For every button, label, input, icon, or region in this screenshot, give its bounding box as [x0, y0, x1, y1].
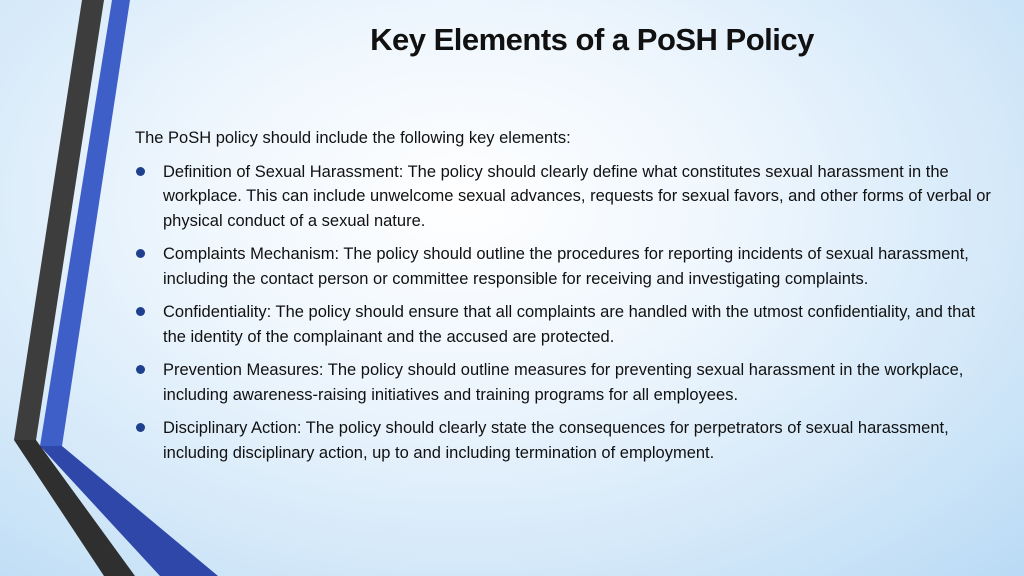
bullet-text: Confidentiality: The policy should ensure that all complaints are handled with the utmost confidentiality, and that the identity of the complainant and the accused are protected. — [163, 303, 976, 346]
bullet-icon — [136, 167, 145, 176]
list-item — [135, 300, 997, 349]
bullet-icon — [136, 423, 145, 432]
bullet-icon — [136, 249, 145, 258]
list-item — [135, 242, 997, 291]
list-item — [135, 160, 997, 234]
slide-content — [135, 126, 997, 474]
bullet-text: Complaints Mechanism: The policy should outline the procedures for reporting incidents of sexual harassment, including the contact person or committee responsible for receiving and investigating complaints. — [163, 245, 969, 288]
bullet-text: Disciplinary Action: The policy should clearly state the consequences for perpetrators of sexual harassment, including disciplinary action, up to and including termination of employment. — [163, 419, 949, 462]
list-item — [135, 358, 997, 407]
bullet-icon — [136, 307, 145, 316]
list-item — [135, 416, 997, 465]
bullet-text: Prevention Measures: The policy should outline measures for preventing sexual harassment in the workplace, including awareness-raising initiatives and training programs for all employees. — [163, 361, 964, 404]
bullet-icon — [136, 365, 145, 374]
slide-title: Key Elements of a PoSH Policy — [370, 22, 814, 57]
bullet-text: Definition of Sexual Harassment: The policy should clearly define what constitutes sexual harassment in the workplace. This can include unwelcome sexual advances, requests for sexual favors, and other forms of verbal or physical conduct of a sexual nature. — [163, 162, 991, 230]
key-elements-list — [135, 160, 997, 466]
intro-text: The PoSH policy should include the following key elements: — [135, 129, 571, 147]
